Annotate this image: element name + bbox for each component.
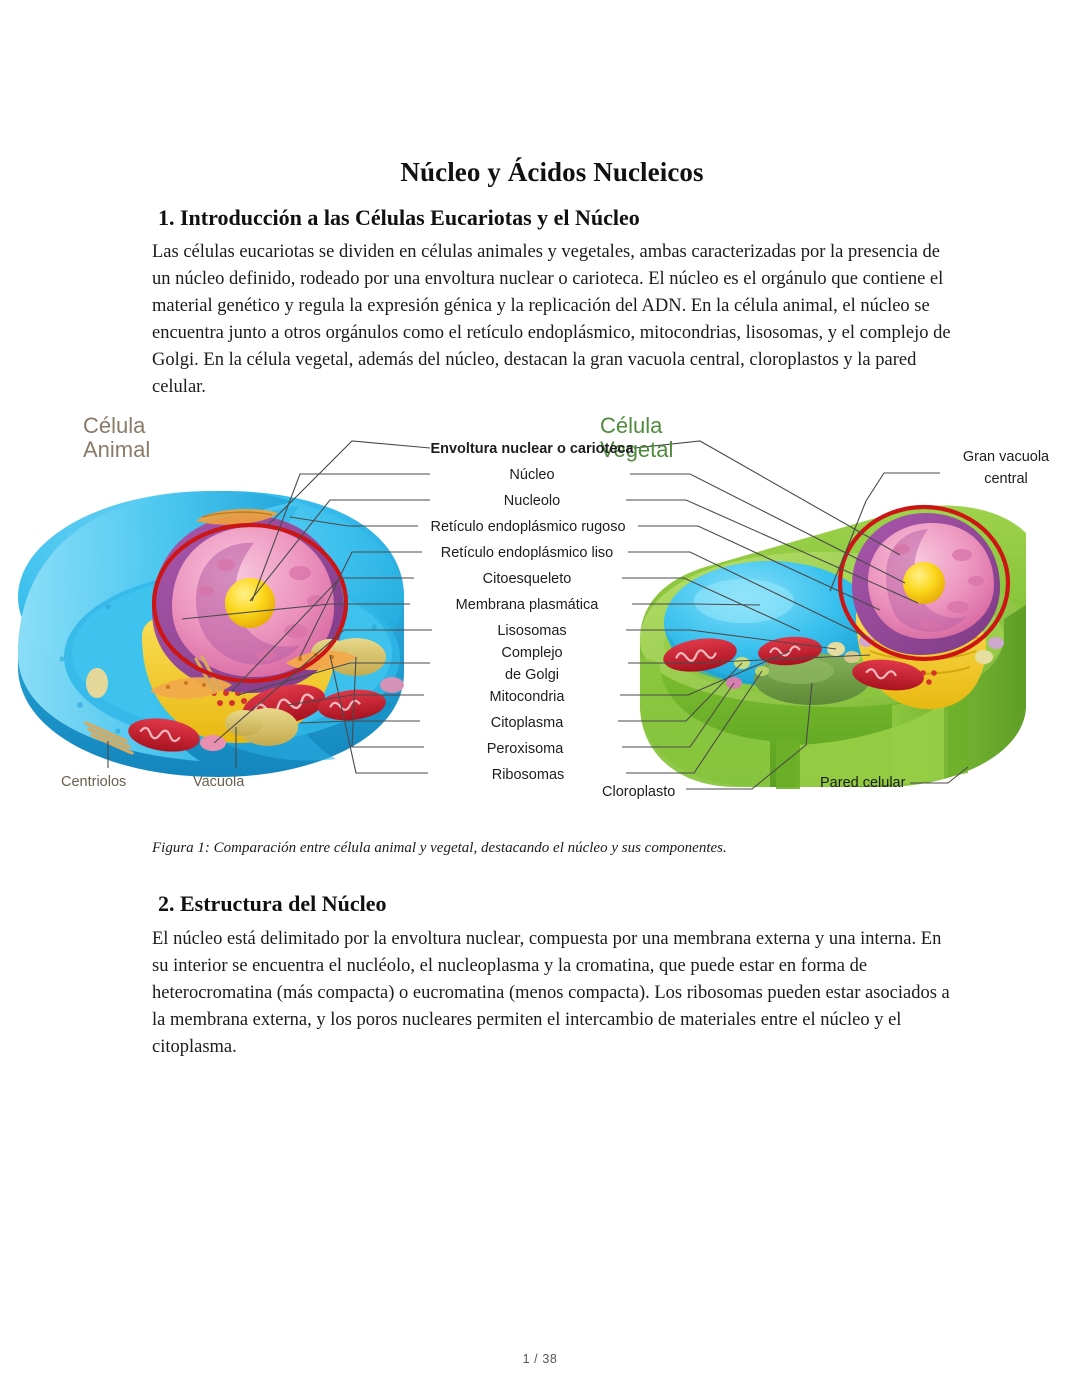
figure-cell-comparison xyxy=(0,405,1080,825)
figure-label-citoesqueleto: Citoesqueleto xyxy=(482,571,572,587)
figure-title-vegetal-line1: Célula xyxy=(600,413,663,438)
figure-label-re-liso: Retículo endoplásmico liso xyxy=(440,545,614,561)
figure-label-centriolos: Centriolos xyxy=(61,774,127,790)
figure-label-golgi-line1: Complejo xyxy=(501,645,563,661)
page-footer: 1 / 38 xyxy=(522,1352,558,1366)
figure-label-vacuola: Vacuola xyxy=(193,774,245,790)
figure-label-lisosomas: Lisosomas xyxy=(497,623,567,639)
figure-label-nucleo: Núcleo xyxy=(509,467,555,483)
figure-title-animal-line1: Célula xyxy=(83,413,146,438)
figure-label-peroxisoma: Peroxisoma xyxy=(486,741,564,757)
figure-label-gran-vacuola-line2: central xyxy=(984,471,1028,487)
document-content xyxy=(152,0,952,401)
section-heading-1: 1. Introducción a las Células Eucariotas y el Núcleo xyxy=(158,204,640,230)
figure-label-ribosomas: Ribosomas xyxy=(491,767,565,783)
page-title: Núcleo y Ácidos Nucleicos xyxy=(400,157,704,187)
plant-cell-illustration xyxy=(640,506,1026,789)
figure-caption-wrap xyxy=(152,838,952,859)
section-paragraph-1: Las células eucariotas se dividen en células animales y vegetales, ambas caracterizadas por la presencia de un núcleo definido, rodeado por una envoltura nuclear o carioteca. El núcleo es el orgánulo que contiene el material genético y regula la expresión génica y la replicación del ADN. En la célula animal, el núcleo se encuentra junto a otros orgánulos como el retículo endoplásmico, mitocondrias, lisosomas, y el complejo de Golgi. En la célula vegetal, además del núcleo, destacan la gran vacuola central, cloroplastos y la pared celular. xyxy=(152,242,951,398)
figure-caption: Figura 1: Comparación entre célula animal y vegetal, destacando el núcleo y sus componentes. xyxy=(152,840,727,856)
section-heading-2: 2. Estructura del Núcleo xyxy=(158,891,387,916)
figure-label-citoplasma: Citoplasma xyxy=(490,715,564,731)
figure-label-gran-vacuola-line1: Gran vacuola xyxy=(962,449,1050,465)
figure-label-nucleolo: Nucleolo xyxy=(503,493,561,509)
animal-cell-illustration xyxy=(18,491,404,777)
figure-label-pared-celular: Pared celular xyxy=(820,775,906,791)
figure-title-vegetal-line2: Vegetal xyxy=(600,437,674,462)
figure-title-animal-line2: Animal xyxy=(83,437,151,462)
figure-label-cloroplasto: Cloroplasto xyxy=(602,784,676,800)
figure-label-envoltura: Envoltura nuclear o carioteca xyxy=(430,441,634,457)
figure-label-re-rugoso: Retículo endoplásmico rugoso xyxy=(430,519,626,535)
figure-label-membrana: Membrana plasmática xyxy=(455,597,599,613)
figure-label-golgi-line2: de Golgi xyxy=(504,667,560,683)
figure-label-mitocondria: Mitocondria xyxy=(489,689,565,705)
section-paragraph-2: El núcleo está delimitado por la envoltura nuclear, compuesta por una membrana externa y una interna. En su interior se encuentra el nucléolo, el nucleoplasma y la cromatina, que puede estar en forma de heterocromatina (más compacta) o eucromatina (menos compacta). Los ribosomas pueden estar asociados a la membrana externa, y los poros nucleares permiten el intercambio de materiales entre el núcleo y el citoplasma. xyxy=(152,928,950,1057)
section-2-wrap xyxy=(152,876,952,1061)
